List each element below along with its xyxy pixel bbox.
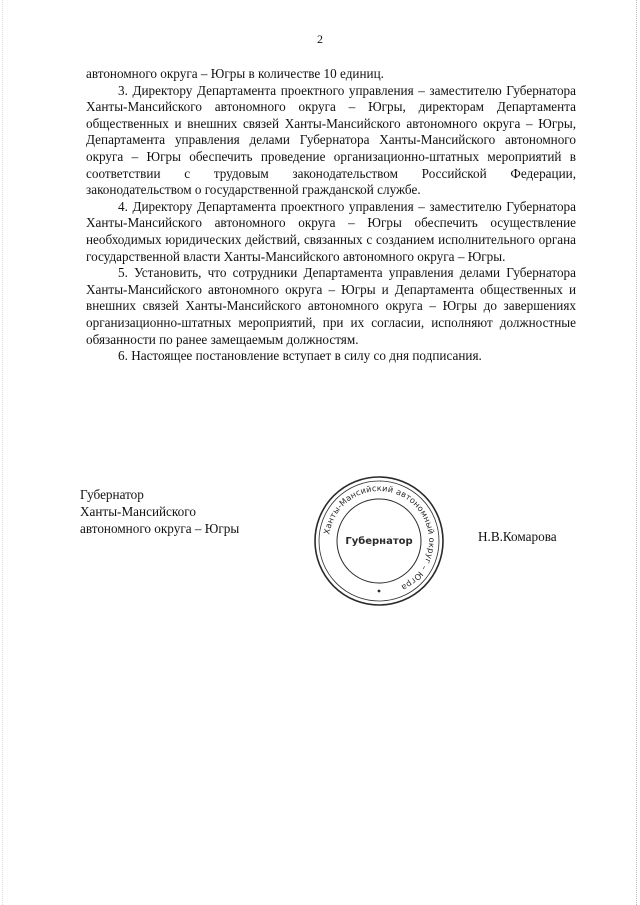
scan-edge-right (634, 0, 637, 905)
paragraph-6: 6. Настоящее постановление вступает в силу со дня подписания. (118, 348, 482, 364)
paragraph-5: 5. Установить, что сотрудники Департамента управления делами Губернатора Ханты-Мансийского автономного округа – Югры и Департамента общественных и внешних связей Ханты-Мансийского автономного округа – Югры до завершениях организационно-штатных мероприятий, при их согласии, исполняют должностные обязанности по ранее замещаемым должностям. (86, 265, 576, 347)
signatory-name: Н.В.Комарова (478, 529, 557, 544)
paragraph-continuation: автономного округа – Югры в количестве 10 единиц. (86, 66, 384, 81)
document-body (86, 66, 576, 365)
signatory-title (80, 486, 239, 537)
official-seal (312, 474, 446, 608)
signatory-title-line: Ханты-Мансийского (80, 504, 196, 519)
seal-center-text: Губернатор (345, 536, 413, 547)
paragraph-3: 3. Директору Департамента проектного управления – заместителю Губернатора Ханты-Мансийского автономного округа – Югры, директорам Департамента общественных и внешних связей Ханты-Мансийского автономного округа – Югры, Департамента управления делами Губернатора Ханты-Мансийского автономного округа – Югры обеспечить проведение организационно-штатных мероприятий в соответствии с трудовым законодательством Российской Федерации, законодательством о государственной гражданской службе. (86, 82, 576, 198)
paragraph-4: 4. Директору Департамента проектного управления – заместителю Губернатора Ханты-Мансийского автономного округа – Югры обеспечить осуществление необходимых юридических действий, связанных с созданием исполнительного органа государственной власти Ханты-Мансийского автономного округа – Югры. (86, 198, 576, 264)
scan-edge-left (2, 0, 4, 905)
page-number: 2 (317, 32, 323, 46)
signatory-title-line: автономного округа – Югры (80, 521, 240, 536)
signatory-title-line: Губернатор (80, 487, 144, 502)
seal-ring-text: Ханты-Мансийский автономный округ – Югра (321, 482, 438, 594)
